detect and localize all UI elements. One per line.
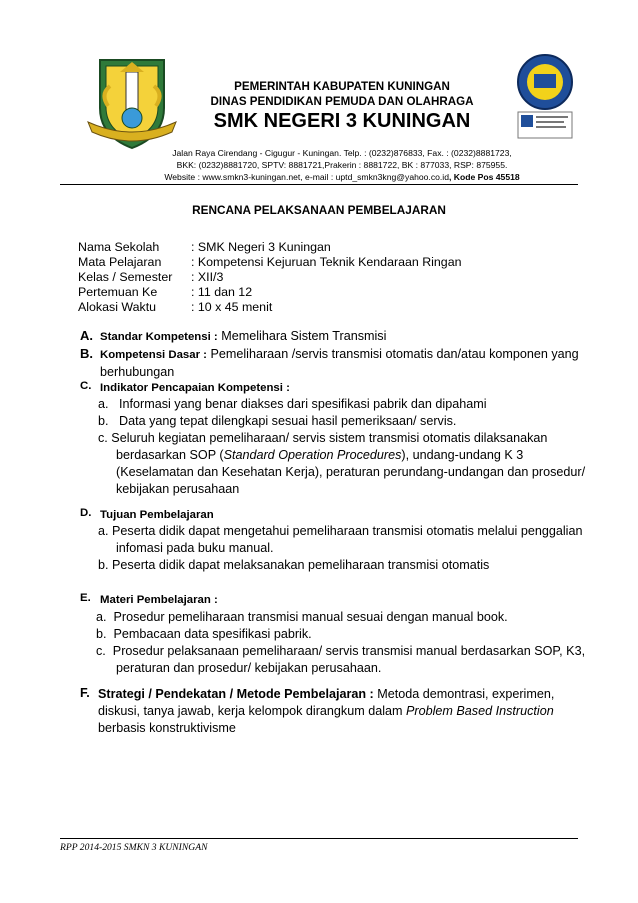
info-row bbox=[78, 285, 252, 299]
section-e-item-b bbox=[96, 626, 312, 643]
item-text: Peserta didik dapat mengetahui pemeliharaan transmisi otomatis melalui penggalian bbox=[112, 524, 583, 538]
section-c-item-c bbox=[98, 430, 547, 447]
item-text: Peserta didik dapat melaksanakan pemeliharaan transmisi otomatis bbox=[112, 558, 490, 572]
item-text: berdasarkan SOP ( bbox=[116, 448, 224, 462]
item-marker: a. bbox=[98, 524, 109, 538]
section-d-letter: D. bbox=[80, 507, 92, 519]
footer-text: RPP 2014-2015 SMKN 3 KUNINGAN bbox=[60, 842, 208, 853]
school-name: SMK NEGERI 3 KUNINGAN bbox=[213, 110, 471, 132]
info-label: Alokasi Waktu bbox=[78, 300, 157, 314]
info-value: : Kompetensi Kejuruan Teknik Kendaraan Ringan bbox=[191, 255, 462, 269]
section-e-item-c-line2: peraturan dan prosedur/ kebijakan perusahaan. bbox=[116, 661, 382, 675]
item-text: Prosedur pelaksanaan pemeliharaan/ servis transmisi manual berdasarkan SOP, K3, bbox=[112, 644, 586, 658]
info-value: : XII/3 bbox=[191, 270, 224, 284]
website-email: Website : www.smkn3-kuningan.net, e-mail : uptd_smkn3kng@yahoo.co.id bbox=[164, 172, 449, 182]
section-b-title: Kompetensi Dasar : bbox=[100, 349, 207, 361]
section-e-letter: E. bbox=[80, 592, 91, 604]
section-e-title: Materi Pembelajaran : bbox=[100, 594, 218, 606]
section-f bbox=[98, 686, 598, 737]
kuningan-emblem-logo bbox=[86, 50, 178, 150]
item-text: Pembacaan data spesifikasi pabrik. bbox=[113, 627, 312, 641]
section-a-letter: A. bbox=[80, 328, 93, 343]
info-row bbox=[78, 270, 223, 284]
section-d-item-a-line2: infomasi pada buku manual. bbox=[116, 541, 274, 555]
section-b-text: Pemeliharaan /servis transmisi otomatis dan/atau komponen yang bbox=[206, 347, 579, 361]
item-marker: b. bbox=[96, 627, 107, 641]
item-marker: c. bbox=[96, 644, 106, 658]
school-logo bbox=[512, 52, 578, 140]
footer-rule bbox=[60, 838, 578, 839]
info-row bbox=[78, 255, 461, 269]
section-a-title: Standar Kompetensi : bbox=[100, 331, 218, 343]
info-value: : 11 dan 12 bbox=[191, 285, 253, 299]
section-a bbox=[100, 328, 600, 346]
section-a-text: Memelihara Sistem Transmisi bbox=[217, 329, 387, 343]
item-text: Seluruh kegiatan pemeliharaan/ servis sistem transmisi otomatis dilaksanakan bbox=[111, 431, 548, 445]
section-e-item-c bbox=[96, 643, 585, 660]
header-line-1: PEMERINTAH KABUPATEN KUNINGAN bbox=[234, 80, 450, 93]
info-label: Nama Sekolah bbox=[78, 240, 160, 254]
section-c-item-b bbox=[98, 413, 456, 430]
section-b-text-2: berhubungan bbox=[100, 365, 175, 379]
section-f-letter: F. bbox=[80, 686, 90, 700]
website-line bbox=[140, 172, 544, 182]
info-row bbox=[78, 240, 331, 254]
item-marker: a. bbox=[96, 610, 107, 624]
info-label: Pertemuan Ke bbox=[78, 285, 158, 299]
item-marker: c. bbox=[98, 431, 108, 445]
section-b bbox=[100, 346, 600, 381]
section-f-text-3: berbasis konstruktivisme bbox=[98, 721, 236, 735]
section-e-item-a bbox=[96, 609, 508, 626]
info-value: : 10 x 45 menit bbox=[191, 300, 273, 314]
info-row bbox=[78, 300, 272, 314]
item-marker: b. bbox=[98, 414, 109, 428]
header-rule bbox=[60, 184, 578, 185]
section-c-letter: C. bbox=[80, 380, 92, 392]
section-c-item-c-line2 bbox=[116, 447, 523, 464]
info-value: : SMK Negeri 3 Kuningan bbox=[191, 240, 331, 254]
item-text: Prosedur pemeliharaan transmisi manual sesuai dengan manual book. bbox=[113, 610, 508, 624]
info-label: Kelas / Semester bbox=[78, 270, 173, 284]
section-c-item-c-line4: kebijakan perusahaan bbox=[116, 482, 240, 496]
header-line-2: DINAS PENDIDIKAN PEMUDA DAN OLAHRAGA bbox=[210, 95, 474, 108]
section-c-item-a bbox=[98, 396, 487, 413]
address-line-1: Jalan Raya Cirendang - Cigugur - Kuningan. Telp. : (0232)876833, Fax. : (0232)8881723, bbox=[172, 148, 512, 158]
section-c-item-c-line3: (Keselamatan dan Kesehatan Kerja), peraturan perundang-undangan dan prosedur/ bbox=[116, 465, 586, 479]
item-text: Informasi yang benar diakses dari spesifikasi pabrik dan dipahami bbox=[119, 397, 487, 411]
section-f-text-italic: Problem Based Instruction bbox=[406, 704, 554, 718]
section-f-title: Strategi / Pendekatan / Metode Pembelajaran : bbox=[98, 687, 374, 701]
postcode: , Kode Pos 45518 bbox=[448, 172, 520, 182]
item-text: ), undang-undang K 3 bbox=[401, 448, 524, 462]
section-d-item-a bbox=[98, 523, 582, 540]
info-label: Mata Pelajaran bbox=[78, 255, 162, 269]
document-title: RENCANA PELAKSANAAN PEMBELAJARAN bbox=[192, 203, 446, 217]
section-f-text: Metoda demontrasi, experimen, bbox=[373, 687, 555, 701]
section-c-title: Indikator Pencapaian Kompetensi : bbox=[100, 382, 290, 394]
section-d-title: Tujuan Pembelajaran bbox=[100, 509, 214, 521]
section-f-text-2: diskusi, tanya jawab, kerja kelompok dirangkum dalam bbox=[98, 704, 406, 718]
item-text: Data yang tepat dilengkapi sesuai hasil pemeriksaan/ servis. bbox=[119, 414, 457, 428]
item-marker: a. bbox=[98, 397, 109, 411]
address-line-2: BKK: (0232)8881720, SPTV: 8881721,Prakerin : 8881722, BK : 877033, RSP: 875955. bbox=[176, 160, 508, 170]
item-marker: b. bbox=[98, 558, 109, 572]
section-b-letter: B. bbox=[80, 346, 93, 361]
section-d-item-b bbox=[98, 557, 489, 574]
item-text-italic: Standard Operation Procedures bbox=[223, 448, 402, 462]
